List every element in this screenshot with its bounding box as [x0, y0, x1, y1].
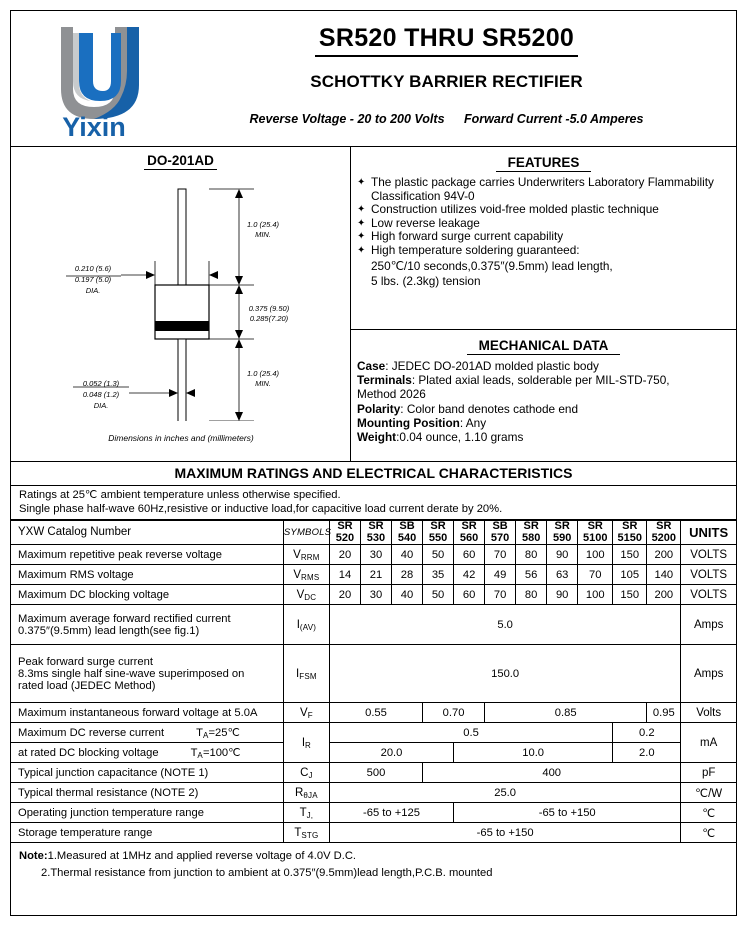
notes-section [11, 843, 736, 882]
cell-value: 500 [329, 763, 422, 783]
feature-text: High forward surge current capability [371, 229, 564, 244]
cell-value: 0.2 [613, 723, 681, 743]
cell-value: 2.0 [613, 743, 681, 763]
feature-text: Low reverse leakage [371, 215, 480, 230]
mechanical-row [357, 416, 730, 430]
mechanical-value: Any [465, 415, 487, 430]
cell-value: 30 [360, 585, 391, 605]
datasheet-page [10, 10, 737, 916]
row-symbol: VRMS [283, 565, 329, 585]
row-desc [11, 743, 283, 763]
company-logo [29, 19, 159, 139]
table-row [11, 723, 736, 743]
feature-item [357, 230, 730, 244]
mechanical-value: Color band denotes cathode end [406, 401, 579, 416]
cell-value: 35 [423, 565, 454, 585]
row-desc-left: at rated DC blocking voltage [18, 747, 159, 759]
package-outline-panel [11, 147, 351, 461]
package-drawing [11, 171, 351, 421]
row-units: Volts [681, 703, 736, 723]
note-1-text: 1.Measured at 1MHz and applied reverse voltage of 4.0V D.C. [47, 850, 357, 862]
logo-wordmark: Yixin [62, 112, 126, 139]
table-row [11, 565, 736, 585]
mechanical-value: JEDEC DO-201AD molded plastic body [391, 359, 599, 373]
cell-value: 150 [613, 585, 647, 605]
bullet-icon: ✦ [357, 231, 366, 243]
mechanical-heading-wrap [357, 338, 730, 353]
page-title: SR520 THRU SR5200 [315, 24, 578, 57]
table-row [11, 545, 736, 565]
row-desc-line: rated load (JEDEC Method) [18, 679, 156, 692]
features-panel [351, 147, 736, 330]
table-row [11, 823, 736, 843]
row-desc: Maximum instantaneous forward voltage at 5.0A [11, 703, 283, 723]
row-desc: Typical thermal resistance (NOTE 2) [11, 783, 283, 803]
part-col-10: SR 5150 [613, 521, 647, 545]
cell-value: -65 to +125 [329, 803, 453, 823]
package-caption: Dimensions in inches and (millimeters) [108, 433, 254, 443]
mechanical-value: Method 2026 [357, 387, 426, 402]
feature-item [357, 244, 730, 258]
cell-value: 90 [547, 585, 578, 605]
cell-value: 80 [516, 545, 547, 565]
part-col-4: SR 550 [423, 521, 454, 545]
cell-value: -65 to +150 [329, 823, 680, 843]
row-desc [11, 723, 283, 743]
cell-value: 100 [578, 585, 613, 605]
dim-body-dia-max: 0.210 (5.6) [74, 264, 112, 273]
row-units: Amps [681, 645, 736, 703]
dim-bottom-lead-min: MIN. [255, 379, 271, 388]
cell-value: 50 [423, 545, 454, 565]
cell-value: 105 [613, 565, 647, 585]
cell-value: 70 [485, 545, 516, 565]
feature-item [357, 203, 730, 217]
cell-value: 20 [329, 585, 360, 605]
cell-value: 200 [647, 545, 681, 565]
mechanical-label: Case [357, 359, 386, 373]
feature-extra-line-1: 250℃/10 seconds,0.375″(9.5mm) lead length, [371, 258, 613, 273]
cell-value: 50 [423, 585, 454, 605]
package-title: DO-201AD [144, 153, 217, 170]
cell-value: 25.0 [329, 783, 680, 803]
feature-text: The plastic package carries Underwriters Laboratory Flammability Classification 94V-0 [371, 175, 714, 203]
bullet-icon: ✦ [357, 244, 366, 256]
dim-top-lead-min: MIN. [255, 230, 271, 239]
mechanical-row [357, 402, 730, 416]
cell-value: 200 [647, 585, 681, 605]
dim-lead-dia-label: DIA. [93, 401, 109, 410]
row-desc: Maximum RMS voltage [11, 565, 283, 585]
mid-section [11, 147, 736, 462]
cell-value: 100 [578, 545, 613, 565]
tagline-forward-current: Forward Current -5.0 Amperes [464, 112, 644, 126]
row-desc-cond: TA=25℃ [196, 727, 241, 740]
feature-extra-line-2: 5 lbs. (2.3kg) tension [371, 274, 481, 289]
row-desc: Maximum DC blocking voltage [11, 585, 283, 605]
cell-value: 60 [454, 545, 485, 565]
cell-value: 63 [547, 565, 578, 585]
cell-value: 40 [392, 545, 423, 565]
row-desc: Storage temperature range [11, 823, 283, 843]
cell-value: 30 [360, 545, 391, 565]
ratings-preamble-line-2: Single phase half-wave 60Hz,resistive or inductive load,for capacitive load current derate by 20%. [19, 502, 503, 515]
cell-value: 0.95 [647, 703, 681, 723]
bullet-icon: ✦ [357, 204, 366, 216]
table-header-row [11, 521, 736, 545]
row-units: Amps [681, 605, 736, 645]
table-row [11, 703, 736, 723]
row-units: ℃/W [681, 783, 736, 803]
ratings-preamble [11, 486, 736, 520]
cell-value: 20 [329, 545, 360, 565]
mechanical-rows [357, 359, 730, 444]
header-tagline [161, 112, 732, 126]
mechanical-sep: : [396, 430, 400, 445]
table-row [11, 763, 736, 783]
mechanical-label: Weight [357, 430, 397, 445]
part-col-5: SR 560 [454, 521, 485, 545]
row-desc-left: Maximum DC reverse current [18, 727, 165, 739]
cell-value: 42 [454, 565, 485, 585]
dim-body-length-max: 0.375 (9.50) [248, 304, 290, 313]
feature-item [357, 217, 730, 231]
row-units: ℃ [681, 823, 736, 843]
mechanical-sep: : [385, 359, 392, 373]
cell-value: 21 [360, 565, 391, 585]
cell-value: 150.0 [329, 645, 680, 703]
table-row [11, 645, 736, 703]
part-col-11: SR 5200 [647, 521, 681, 545]
row-units: VOLTS [681, 545, 736, 565]
part-col-1: SR 520 [329, 521, 360, 545]
ratings-heading: MAXIMUM RATINGS AND ELECTRICAL CHARACTERISTICS [11, 462, 736, 486]
cell-value: 56 [516, 565, 547, 585]
mechanical-row [357, 387, 730, 401]
table-row [11, 803, 736, 823]
row-symbol: TJ, [283, 803, 329, 823]
row-desc-cond: TA=100℃ [190, 747, 241, 760]
part-col-7: SR 580 [516, 521, 547, 545]
row-units: VOLTS [681, 585, 736, 605]
row-desc: Operating junction temperature range [11, 803, 283, 823]
table-row [11, 743, 736, 763]
part-col-3: SB 540 [392, 521, 423, 545]
feature-text: High temperature soldering guaranteed: [371, 242, 580, 257]
mechanical-sep: : [411, 373, 419, 388]
cell-value: 90 [547, 545, 578, 565]
mechanical-row [357, 373, 730, 387]
cell-value: 0.5 [329, 723, 612, 743]
row-units: VOLTS [681, 565, 736, 585]
dim-body-length-min: 0.285(7.20) [249, 314, 289, 323]
mechanical-label: Terminals [357, 373, 412, 388]
cell-value: 40 [392, 585, 423, 605]
row-desc-line: Maximum average forward rectified current [18, 612, 231, 625]
mechanical-data-panel [351, 330, 736, 444]
note-line-1 [19, 848, 736, 865]
features-list [357, 176, 730, 258]
features-heading: FEATURES [496, 155, 592, 172]
row-desc [11, 645, 283, 703]
row-symbol: VRRM [283, 545, 329, 565]
cell-value: 5.0 [329, 605, 680, 645]
cell-value: 80 [516, 585, 547, 605]
row-symbol: TSTG [283, 823, 329, 843]
units-header: UNITS [681, 521, 736, 545]
feature-item [357, 176, 730, 203]
cell-value: 70 [485, 585, 516, 605]
row-units: mA [681, 723, 736, 763]
cell-value: 28 [392, 565, 423, 585]
row-desc-line: 0.375″(9.5mm) lead length(see fig.1) [18, 624, 200, 637]
row-desc [11, 605, 283, 645]
table-row [11, 605, 736, 645]
feature-text: Construction utilizes void-free molded plastic technique [371, 202, 659, 217]
row-desc: Maximum repetitive peak reverse voltage [11, 545, 283, 565]
row-units: pF [681, 763, 736, 783]
page-header [11, 11, 736, 147]
dim-top-lead-length: 1.0 (25.4) [246, 220, 280, 229]
row-desc-line: Peak forward surge current [18, 655, 153, 668]
row-desc: Typical junction capacitance (NOTE 1) [11, 763, 283, 783]
mechanical-value: 0.04 ounce, 1.10 grams [399, 430, 524, 445]
row-symbol: I(AV) [283, 605, 329, 645]
row-symbol: VDC [283, 585, 329, 605]
dim-lead-dia-max: 0.052 (1.3) [82, 379, 120, 388]
row-symbol: VF [283, 703, 329, 723]
page-subtitle: SCHOTTKY BARRIER RECTIFIER [310, 72, 583, 91]
row-symbol: RθJA [283, 783, 329, 803]
symbols-header: SYMBOLS [283, 521, 329, 545]
row-units: ℃ [681, 803, 736, 823]
mechanical-value: Plated axial leads, solderable per MIL-STD-750, [418, 373, 670, 388]
features-heading-wrap [357, 155, 730, 170]
part-col-6: SB 570 [485, 521, 516, 545]
dim-body-dia-min: 0.197 (5.0) [74, 275, 112, 284]
bullet-icon: ✦ [357, 217, 366, 229]
row-desc-line: 8.3ms single half sine-wave superimposed on [18, 667, 245, 680]
cell-value: 20.0 [329, 743, 453, 763]
cell-value: 140 [647, 565, 681, 585]
catalog-number-label: YXW Catalog Number [11, 521, 283, 545]
part-col-9: SR 5100 [578, 521, 613, 545]
mechanical-row [357, 359, 730, 373]
notes-label: Note: [19, 850, 48, 862]
cell-value: 0.55 [329, 703, 422, 723]
mechanical-sep: : [459, 415, 466, 430]
cell-value: 0.70 [423, 703, 485, 723]
cell-value: 150 [613, 545, 647, 565]
mechanical-heading: MECHANICAL DATA [467, 338, 621, 355]
mechanical-sep: : [400, 401, 407, 416]
right-column [351, 147, 736, 461]
cell-value: 400 [423, 763, 681, 783]
row-symbol: IR [283, 723, 329, 763]
note-line-2 [19, 865, 736, 882]
ratings-preamble-line-1: Ratings at 25℃ ambient temperature unless otherwise specified. [19, 489, 341, 501]
cell-value: 70 [578, 565, 613, 585]
mechanical-label: Mounting Position [357, 415, 460, 430]
table-row [11, 783, 736, 803]
bullet-icon: ✦ [357, 177, 366, 188]
package-title-wrap [11, 153, 350, 168]
mechanical-label: Polarity [357, 401, 401, 416]
part-col-2: SR 530 [360, 521, 391, 545]
header-titles [161, 11, 732, 126]
row-symbol: CJ [283, 763, 329, 783]
tagline-reverse-voltage: Reverse Voltage - 20 to 200 Volts [249, 112, 445, 126]
table-row [11, 585, 736, 605]
note-2-text: 2.Thermal resistance from junction to ambient at 0.375″(9.5mm)lead length,P.C.B. mounted [41, 867, 493, 879]
cell-value: 60 [454, 585, 485, 605]
mechanical-row [357, 430, 730, 444]
row-symbol: IFSM [283, 645, 329, 703]
cell-value: 0.85 [485, 703, 647, 723]
cell-value: 49 [485, 565, 516, 585]
dim-lead-dia-min: 0.048 (1.2) [82, 390, 120, 399]
cell-value: -65 to +150 [454, 803, 681, 823]
cell-value: 10.0 [454, 743, 613, 763]
cell-value: 14 [329, 565, 360, 585]
part-col-8: SR 590 [547, 521, 578, 545]
dim-body-dia-label: DIA. [85, 286, 101, 295]
dim-bottom-lead-length: 1.0 (25.4) [246, 369, 280, 378]
ratings-table-body [11, 521, 736, 843]
yixin-logo-icon [29, 19, 159, 139]
ratings-table [11, 520, 736, 843]
